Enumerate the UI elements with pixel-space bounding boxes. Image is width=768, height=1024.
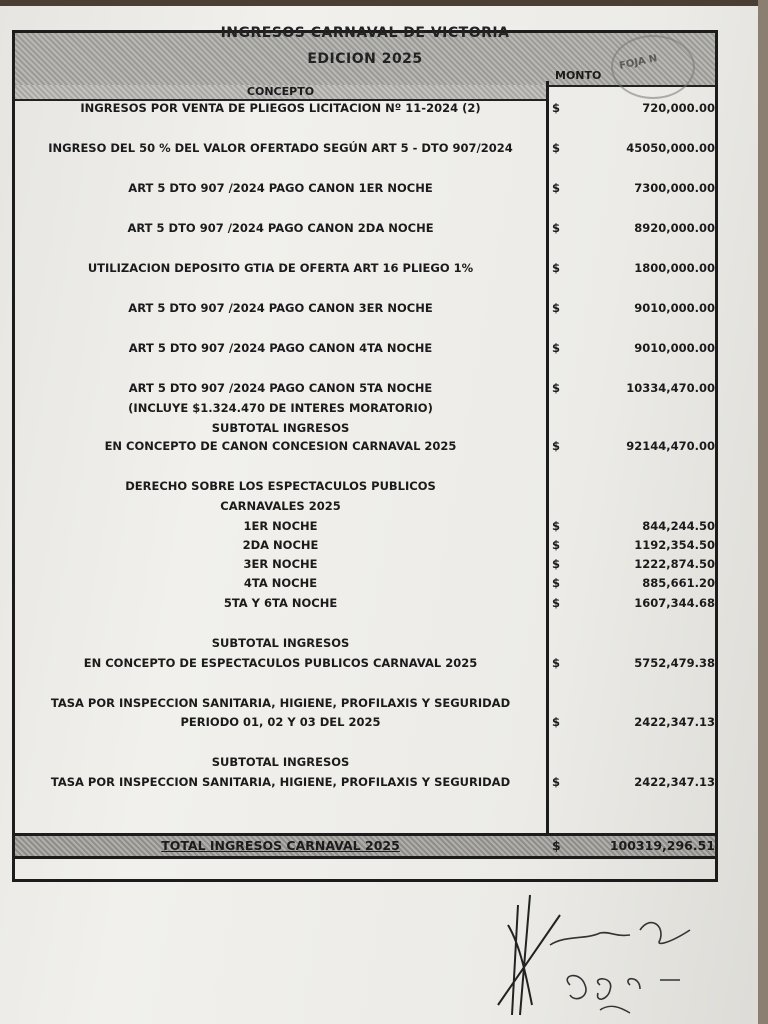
row-amount: 10334,470.00 <box>626 381 715 395</box>
income-table <box>12 25 718 882</box>
row-concept: SUBTOTAL INGRESOS <box>211 421 350 435</box>
row-concept: TASA POR INSPECCION SANITARIA, HIGIENE, PROFILAXIS Y SEGURIDAD <box>50 775 511 789</box>
row-amount: 2422,347.13 <box>634 715 715 729</box>
row-amount: 1607,344.68 <box>634 596 715 610</box>
table-row <box>15 419 721 437</box>
row-currency: $ <box>552 519 561 533</box>
total-row <box>15 837 721 855</box>
row-concept: DERECHO SOBRE LOS ESPECTACULOS PUBLICOS <box>125 479 436 493</box>
table-row <box>15 477 721 495</box>
row-concept: 2DA NOCHE <box>242 538 319 552</box>
row-currency: $ <box>552 181 561 195</box>
table-row <box>15 399 721 417</box>
row-concept: 1ER NOCHE <box>243 519 318 533</box>
total-amount: 100319,296.51 <box>609 838 715 853</box>
handwritten-signature <box>490 885 730 1020</box>
table-row <box>15 713 721 731</box>
table-row <box>15 497 721 515</box>
row-currency: $ <box>552 656 561 670</box>
table-row <box>15 594 721 612</box>
column-header-amount: MONTO <box>555 69 602 82</box>
row-concept: ART 5 DTO 907 /2024 PAGO CANON 5TA NOCHE <box>128 381 433 395</box>
stamp-text: FOJA N <box>618 53 659 72</box>
row-amount: 8920,000.00 <box>634 221 715 235</box>
row-currency: $ <box>552 596 561 610</box>
row-currency: $ <box>552 141 561 155</box>
row-concept: UTILIZACION DEPOSITO GTIA DE OFERTA ART 16 PLIEGO 1% <box>87 261 474 275</box>
row-concept: SUBTOTAL INGRESOS <box>211 755 350 769</box>
row-amount: 9010,000.00 <box>634 301 715 315</box>
row-currency: $ <box>552 715 561 729</box>
row-concept: EN CONCEPTO DE CANON CONCESION CARNAVAL 2025 <box>104 439 457 453</box>
table-row <box>15 574 721 592</box>
row-amount: 720,000.00 <box>642 101 715 115</box>
table-row <box>15 694 721 712</box>
table-row <box>15 654 721 672</box>
row-currency: $ <box>552 101 561 115</box>
table-row <box>15 437 721 455</box>
row-amount: 885,661.20 <box>642 576 715 590</box>
row-currency: $ <box>552 576 561 590</box>
table-row <box>15 299 721 317</box>
table-row <box>15 339 721 357</box>
row-amount: 844,244.50 <box>642 519 715 533</box>
row-currency: $ <box>552 221 561 235</box>
row-amount: 5752,479.38 <box>634 656 715 670</box>
table-row <box>15 219 721 237</box>
table-row <box>15 773 721 791</box>
row-concept: CARNAVALES 2025 <box>220 499 341 513</box>
row-amount: 2422,347.13 <box>634 775 715 789</box>
row-concept: PERIODO 01, 02 Y 03 DEL 2025 <box>180 715 381 729</box>
column-header-concept: CONCEPTO <box>15 85 546 101</box>
row-amount: 7300,000.00 <box>634 181 715 195</box>
row-concept: INGRESO DEL 50 % DEL VALOR OFERTADO SEGÚN ART 5 - DTO 907/2024 <box>48 141 513 155</box>
row-currency: $ <box>552 439 561 453</box>
row-amount: 92144,470.00 <box>626 439 715 453</box>
row-concept: ART 5 DTO 907 /2024 PAGO CANON 3ER NOCHE <box>128 301 433 315</box>
row-concept: ART 5 DTO 907 /2024 PAGO CANON 4TA NOCHE <box>128 341 433 355</box>
table-row <box>15 517 721 535</box>
row-concept: ART 5 DTO 907 /2024 PAGO CANON 1ER NOCHE <box>128 181 433 195</box>
row-concept: 4TA NOCHE <box>243 576 318 590</box>
row-currency: $ <box>552 341 561 355</box>
row-concept: 5TA Y 6TA NOCHE <box>223 596 338 610</box>
table-row <box>15 379 721 397</box>
row-currency: $ <box>552 538 561 552</box>
document-title: INGRESOS CARNAVAL DE VICTORIA <box>220 25 510 41</box>
row-currency: $ <box>552 301 561 315</box>
row-amount: 1192,354.50 <box>634 538 715 552</box>
table-row <box>15 555 721 573</box>
row-amount: 1222,874.50 <box>634 557 715 571</box>
row-concept: EN CONCEPTO DE ESPECTACULOS PUBLICOS CARNAVAL 2025 <box>83 656 478 670</box>
table-row <box>15 536 721 554</box>
folio-stamp <box>611 35 695 99</box>
row-concept: ART 5 DTO 907 /2024 PAGO CANON 2DA NOCHE <box>127 221 434 235</box>
table-row <box>15 179 721 197</box>
row-amount: 1800,000.00 <box>634 261 715 275</box>
row-currency: $ <box>552 261 561 275</box>
row-amount: 9010,000.00 <box>634 341 715 355</box>
row-currency: $ <box>552 557 561 571</box>
row-amount: 45050,000.00 <box>626 141 715 155</box>
row-concept: TASA POR INSPECCION SANITARIA, HIGIENE, PROFILAXIS Y SEGURIDAD <box>50 696 511 710</box>
page-edge-right <box>758 0 768 1024</box>
row-concept: SUBTOTAL INGRESOS <box>211 636 350 650</box>
document-subtitle: EDICION 2025 <box>307 51 423 67</box>
row-concept: (INCLUYE $1.324.470 DE INTERES MORATORIO) <box>128 401 433 415</box>
row-currency: $ <box>552 381 561 395</box>
row-concept: INGRESOS POR VENTA DE PLIEGOS LICITACION Nº 11-2024 (2) <box>80 101 481 115</box>
table-row <box>15 259 721 277</box>
table-row <box>15 99 721 117</box>
table-row <box>15 139 721 157</box>
row-currency: $ <box>552 775 561 789</box>
table-row <box>15 634 721 652</box>
row-concept: 3ER NOCHE <box>243 557 318 571</box>
total-concept: TOTAL INGRESOS CARNAVAL 2025 <box>161 838 400 853</box>
page-edge-top <box>0 0 768 6</box>
table-row <box>15 753 721 771</box>
total-currency: $ <box>552 838 561 853</box>
